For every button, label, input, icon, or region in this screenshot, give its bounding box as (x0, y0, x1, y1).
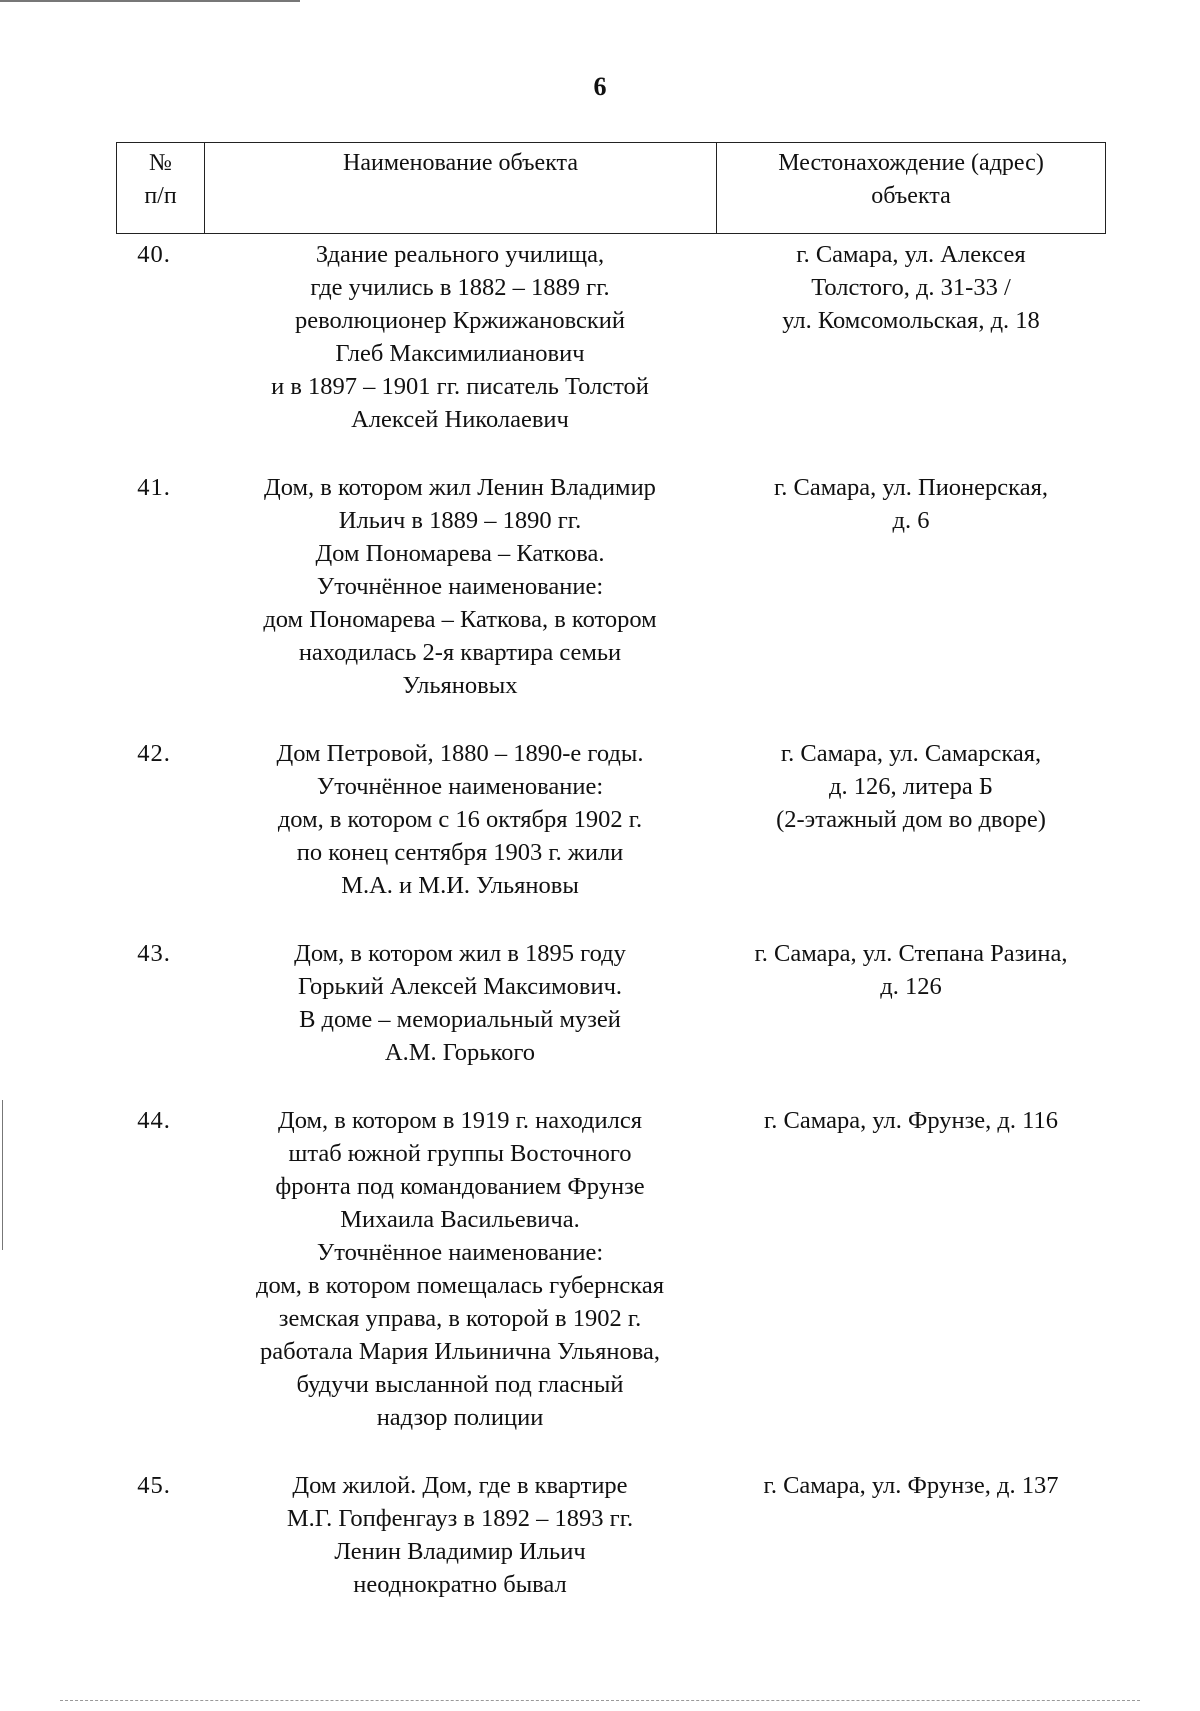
header-object-name: Наименование объекта (205, 143, 717, 233)
object-name-line: надзор полиции (376, 1404, 544, 1431)
scan-margin-mark (2, 1100, 3, 1250)
object-address-line: д. 126, литера Б (829, 773, 993, 800)
object-name-line: Горький Алексей Максимович. (297, 973, 623, 1000)
object-name (204, 737, 716, 902)
table-row (116, 937, 1106, 1069)
object-address-line: г. Самара, ул. Алексея (796, 241, 1026, 268)
object-address-line: ул. Комсомольская, д. 18 (782, 307, 1040, 334)
table-row (116, 471, 1106, 702)
object-address-line: г. Самара, ул. Фрунзе, д. 116 (764, 1107, 1058, 1134)
object-name-line: Дом, в котором в 1919 г. находился (278, 1107, 642, 1134)
header-number (117, 143, 205, 233)
row-number: 40. (137, 241, 171, 268)
object-name-line: находилась 2-я квартира семьи (298, 639, 622, 666)
object-name-line: Уточнённое наименование: (316, 773, 604, 800)
object-address-line: д. 126 (880, 973, 942, 1000)
object-name (204, 238, 716, 436)
row-number: 42. (137, 740, 171, 767)
object-name-line: Здание реального училища, (315, 241, 605, 268)
object-name-line: будучи высланной под гласный (296, 1371, 624, 1398)
object-name-line: Алексей Николаевич (351, 406, 569, 433)
row-number: 45. (137, 1472, 171, 1499)
object-address (716, 937, 1106, 1003)
object-name-line: Глеб Максимилианович (335, 340, 585, 367)
table-header (116, 142, 1106, 234)
object-address (716, 1104, 1106, 1137)
header-number-line: № (149, 150, 172, 176)
table-body (116, 238, 1106, 1636)
object-name-line: Ленин Владимир Ильич (334, 1538, 586, 1565)
object-address-line: г. Самара, ул. Пионерская, (774, 474, 1048, 501)
table-row (116, 1104, 1106, 1434)
object-name-line: дом Пономарева – Каткова, в котором (263, 606, 657, 633)
object-name-line: Уточнённое наименование: (316, 1239, 604, 1266)
object-name-line: Дом Петровой, 1880 – 1890-е годы. (276, 740, 644, 767)
row-number: 43. (137, 940, 171, 967)
object-address (716, 737, 1106, 836)
header-address-line: Местонахождение (адрес) (778, 150, 1044, 176)
scan-edge-mark (0, 0, 300, 2)
row-number: 41. (137, 474, 171, 501)
object-address (716, 471, 1106, 537)
object-name-line: Дом Пономарева – Каткова. (315, 540, 605, 567)
header-object-address (717, 143, 1105, 233)
page-number: 6 (593, 72, 607, 101)
object-name-line: по конец сентября 1903 г. жили (296, 839, 624, 866)
object-address-line: (2-этажный дом во дворе) (776, 806, 1046, 833)
object-address (716, 1469, 1106, 1502)
table-row (116, 238, 1106, 436)
object-name-line: Ульяновых (402, 672, 518, 699)
object-name-line: и в 1897 – 1901 гг. писатель Толстой (271, 373, 649, 400)
object-name-line: Дом жилой. Дом, где в квартире (292, 1472, 628, 1499)
object-name-line: Дом, в котором жил в 1895 году (294, 940, 626, 967)
object-name-line: неоднократно бывал (353, 1571, 567, 1598)
object-name-line: Ильич в 1889 – 1890 гг. (338, 507, 582, 534)
scan-footer-rule (60, 1700, 1140, 1701)
object-name-line: Дом, в котором жил Ленин Владимир (264, 474, 656, 501)
table-row (116, 737, 1106, 902)
object-name-line: где учились в 1882 – 1889 гг. (310, 274, 610, 301)
object-name (204, 937, 716, 1069)
object-name (204, 471, 716, 702)
row-number: 44. (137, 1107, 171, 1134)
object-name-line: работала Мария Ильинична Ульянова, (260, 1338, 660, 1365)
object-name-line: революционер Кржижановский (294, 307, 626, 334)
object-name-line: дом, в котором с 16 октября 1902 г. (277, 806, 643, 833)
object-name-line: земская управа, в которой в 1902 г. (278, 1305, 642, 1332)
object-address-line: г. Самара, ул. Степана Разина, (754, 940, 1068, 967)
object-name-line: фронта под командованием Фрунзе (275, 1173, 645, 1200)
object-address (716, 238, 1106, 337)
object-address-line: г. Самара, ул. Самарская, (780, 740, 1042, 767)
object-name-line: штаб южной группы Восточного (288, 1140, 632, 1167)
object-name-line: Михаила Васильевича. (340, 1206, 580, 1233)
object-address-line: Толстого, д. 31-33 / (811, 274, 1011, 301)
object-name-line: М.А. и М.И. Ульяновы (341, 872, 579, 899)
object-name-line: дом, в котором помещалась губернская (256, 1272, 664, 1299)
header-number-line: п/п (144, 183, 177, 209)
object-name-line: Уточнённое наименование: (316, 573, 604, 600)
object-name (204, 1104, 716, 1434)
object-name-line: М.Г. Гопфенгауз в 1892 – 1893 гг. (286, 1505, 634, 1532)
object-name-line: А.М. Горького (384, 1039, 536, 1066)
object-name-line: В доме – мемориальный музей (299, 1006, 621, 1033)
object-address-line: д. 6 (892, 507, 930, 534)
object-address-line: г. Самара, ул. Фрунзе, д. 137 (763, 1472, 1059, 1499)
table-row (116, 1469, 1106, 1601)
header-address-line: объекта (871, 183, 951, 209)
object-name (204, 1469, 716, 1601)
